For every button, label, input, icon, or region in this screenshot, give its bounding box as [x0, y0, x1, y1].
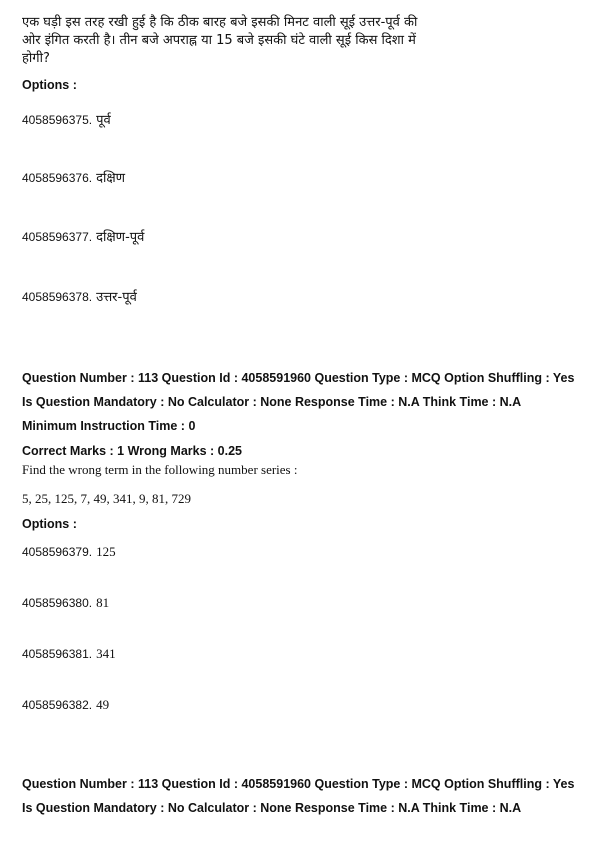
option-id: 4058596381. — [22, 647, 93, 661]
option-id: 4058596380. — [22, 596, 93, 610]
marks-line: Correct Marks : 1 Wrong Marks : 0.25 — [22, 444, 242, 458]
option-item[interactable] — [22, 543, 116, 561]
question-meta-line-1: Question Number : 113 Question Id : 4058591960 Question Type : MCQ Option Shuffling : Yes — [22, 371, 575, 385]
question-meta-line-2: Is Question Mandatory : No Calculator : None Response Time : N.A Think Time : N.A — [22, 801, 522, 815]
option-text: उत्तर-पूर्व — [96, 290, 137, 305]
option-id: 4058596379. — [22, 545, 93, 559]
question-meta-line-3: Minimum Instruction Time : 0 — [22, 419, 196, 433]
option-text: 341 — [96, 646, 116, 661]
option-id: 4058596382. — [22, 698, 93, 712]
option-item[interactable] — [22, 168, 125, 187]
option-item[interactable] — [22, 594, 109, 612]
option-item[interactable] — [22, 645, 116, 663]
option-item[interactable] — [22, 227, 144, 246]
option-text: 49 — [96, 697, 110, 712]
option-item[interactable] — [22, 110, 111, 129]
question-meta-line-1: Question Number : 113 Question Id : 4058591960 Question Type : MCQ Option Shuffling : Yes — [22, 777, 575, 791]
number-series: 5, 25, 125, 7, 49, 341, 9, 81, 729 — [22, 491, 191, 506]
option-id: 4058596377. — [22, 230, 93, 244]
options-label: Options : — [22, 78, 77, 92]
question-meta-line-2: Is Question Mandatory : No Calculator : None Response Time : N.A Think Time : N.A — [22, 395, 522, 409]
option-text: पूर्व — [96, 113, 111, 128]
option-id: 4058596375. — [22, 113, 93, 127]
options-label: Options : — [22, 517, 77, 531]
option-item[interactable] — [22, 696, 109, 714]
question-text: Find the wrong term in the following number series : — [22, 462, 298, 477]
question-text-line-3: होगी? — [22, 51, 50, 66]
question-text-line-1: एक घड़ी इस तरह रखी हुई है कि ठीक बारह बजे इसकी मिनट वाली सूई उत्तर-पूर्व की — [22, 15, 418, 30]
option-id: 4058596376. — [22, 171, 93, 185]
option-text: 81 — [96, 595, 110, 610]
option-id: 4058596378. — [22, 290, 93, 304]
question-text-line-2: ओर इंगित करती है। तीन बजे अपराह्न या 15 बजे इसकी घंटे वाली सूई किस दिशा में — [22, 33, 416, 48]
option-text: दक्षिण-पूर्व — [96, 230, 145, 245]
option-item[interactable] — [22, 287, 137, 306]
option-text: दक्षिण — [96, 171, 126, 186]
option-text: 125 — [96, 544, 116, 559]
